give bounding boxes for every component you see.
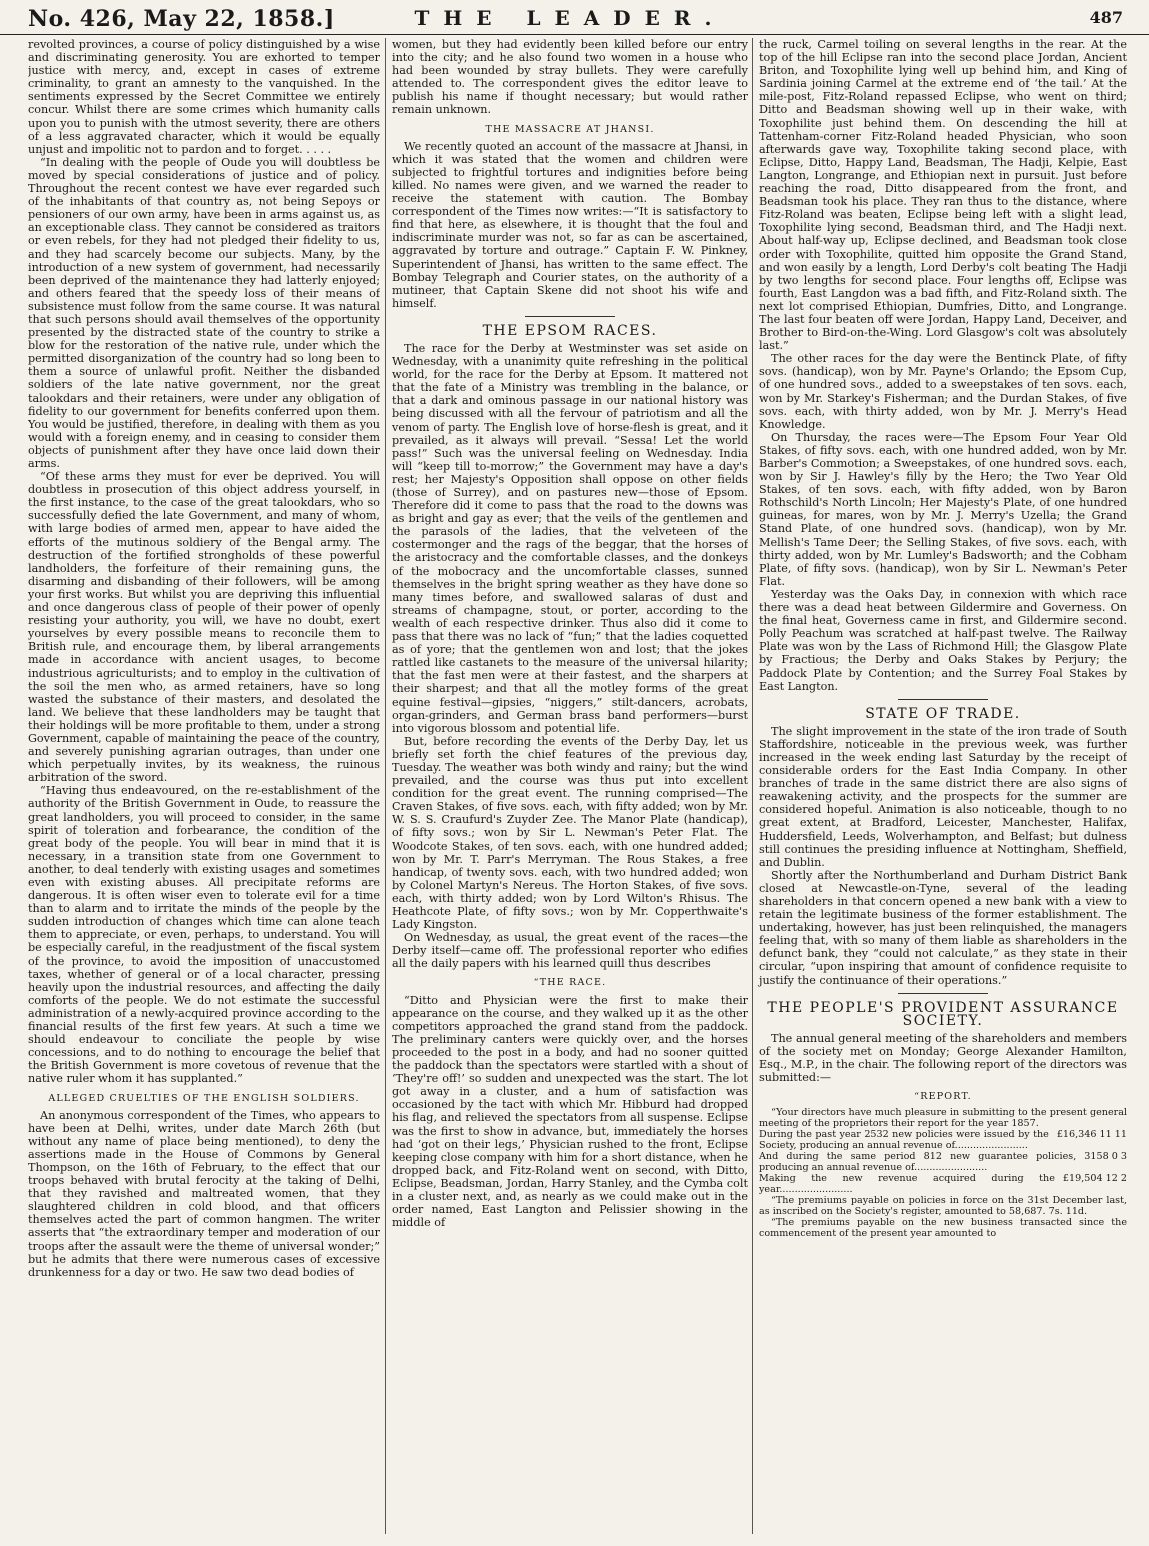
report-row [759, 1173, 1127, 1195]
paragraph: “Having thus endeavoured, on the re-establishment of the authority of the British Government in Oude, to reassure the great landholders, you will proceed to consider, in the same spirit of toleration and forbearance, the condition of the great body of the people. You will bear in mind that it is necessary, in a transition state from one Government to another, to deal tenderly with existing usages and sometimes even with existing abuses. All precipitate reforms are dangerous. It is often wiser even to tolerate evil for a time than to alarm and to irritate the minds of the people by the sudden introduction of changes which time can alone teach them to appreciate, or even, perhaps, to understand. You will be especially careful, in the readjustment of the fiscal system of the province, to avoid the imposition of unaccustomed taxes, whether of general or of a local character, pressing heavily upon the industrial resources, and affecting the daily comforts of the people. We do not estimate the successful administration of a newly-acquired province according to the financial results of the first few years. At such a time we should endeavour to conciliate the people by wise concessions, and to do nothing to encourage the belief that the British Government is more covetous of revenue that the native ruler whom it has supplanted.” [28, 784, 380, 1086]
report-paragraph: “The premiums payable on policies in force on the 31st December last, as inscribed on the Society's register, amounted to 58,687. 7s. 11d. [759, 1195, 1127, 1218]
column-2 [385, 38, 748, 1534]
section-heading: STATE OF TRADE. [865, 705, 1021, 722]
report-row-label: During the past year 2532 new policies were issued by the Society, producing an annual revenue of........................ [759, 1129, 1049, 1152]
paragraph: On Thursday, the races were—The Epsom Four Year Old Stakes, of fifty sovs. each, with one hundred added, won by Mr. Barber's Commotion; a Sweepstakes, of one hundred sovs. each, won by Sir J. Hawley's filly by the Hero; the Two Year Old Stakes, of ten sovs. each, with fifty added, won by Baron Rothschild's North Lincoln; Her Majesty's Plate, of one hundred guineas, for mares, won by Mr. J. Merry's Uzella; the Grand Stand Plate, of one hundred sovs. (handicap), won by Mr. Mellish's Tame Deer; the Selling Stakes, of five sovs. each, with thirty added, won by Mr. Lumley's Badsworth; and the Cobham Plate, of fifty sovs. (handicap), won by Sir L. Newman's Peter Flat. [759, 430, 1127, 588]
paragraph: the ruck, Carmel toiling on several lengths in the rear. At the top of the hill Eclipse ran into the second place Jordan, Ancient Briton, and Toxophilite lying well up behind him, and King of Sardinia joining Carmel at the extreme end of ‘the tail.’ At the mile-post, Fitz-Roland repassed Eclipse, who went on third; Ditto and Beadsman showing well up in their wake, with Toxophilite just behind them. On descending the hill at Tattenham-corner Fitz-Roland headed Physician, who soon afterwards gave way, Toxophilite taking second place, with Eclipse, Ditto, Happy Land, Beadsman, The Hadji, Kelpie, East Langton, Longrange, and Ethiopian next in pursuit. Just before reaching the road, Ditto disappeared from the front, and Beadsman took his place. They ran thus to the distance, where Fitz-Roland was beaten, Eclipse being left with a slight lead, Toxophilite lying second, Beadsman third, and The Hadji next. About half-way up, Eclipse declined, and Beadsman took close order with Toxophilite, quitted him opposite the Grand Stand, and won easily by a length, Lord Derby's colt beating The Hadji by two lengths for second place. Four lengths off, Eclipse was fourth, East Langdon was a bad fifth, and Fitz-Roland sixth. The next lot comprised Ethiopian, Dumfries, Ditto, and Longrange. The last four beaten off were Jordan, Happy Land, Deceiver, and Brother to Bird-on-the-Wing. Lord Glasgow's colt was absolutely last.” [759, 38, 1127, 353]
report-row [759, 1151, 1127, 1173]
column-1 [28, 38, 380, 1534]
paragraph: But, before recording the events of the Derby Day, let us briefly set forth the chief features of the previous day, Tuesday. The weather was both windy and rainy; but the wind prevailed, and the course was thus put into excellent condition for the great event. The running comprised—The Craven Stakes, of five sovs. each, with fifty added; won by Mr. W. S. S. Craufurd's Zuyder Zee. The Manor Plate (handicap), of fifty sovs.; won by Sir L. Newman's Peter Flat. The Woodcote Stakes, of ten sovs. each, with one hundred added; won by Mr. T. Parr's Merryman. The Rous Stakes, a free handicap, of twenty sovs. each, with two hundred added; won by Colonel Martyn's Nereus. The Horton Stakes, of five sovs. each, with thirty added; won by Lord Wilton's Rhisus. The Heathcote Plate, of fifty sovs.; won by Mr. Copperthwaite's Lady Kingston. [392, 734, 748, 932]
paragraph: women, but they had evidently been killed before our entry into the city; and he also found two women in a house who had been wounded by stray bullets. They were carefully attended to. The correspondent gives the editor leave to publish his name if thought necessary; but would rather remain unknown. [392, 38, 748, 117]
report-row-label: And during the same period 812 new guarantee policies, producing an annual revenue of........................ [759, 1151, 1077, 1174]
report-row-label: Making the new revenue acquired during the year........................ [759, 1173, 1055, 1196]
report-intro: “Your directors have much pleasure in submitting to the present general meeting of the proprietors their report for the year 1857. [759, 1107, 1127, 1130]
page-number: 487 [1089, 8, 1123, 27]
report-row-amount: 3158 0 3 [1084, 1151, 1127, 1163]
report-row-amount: £16,346 11 11 [1056, 1129, 1127, 1141]
report-paragraph: “The premiums payable on the new business transacted since the commencement of the present year amounted to [759, 1217, 1127, 1240]
paragraph: The slight improvement in the state of the iron trade of South Staffordshire, noticeable in the previous week, was further increased in the week ending last Saturday by the receipt of considerable orders for the East India Company. In other branches of trade in the same district there are also signs of reawakening activity, and the prospects for the summer are considered hopeful. Animation is also noticeable, though to no great extent, at Bradford, Leicester, Manchester, Halifax, Huddersfield, Leeds, Wolverhampton, and Belfast; but dulness still continues the presiding influence at Nottingham, Sheffield, and Dublin. [759, 724, 1127, 869]
masthead [0, 0, 1149, 35]
paragraph: “Of these arms they must for ever be deprived. You will doubtless in prosecution of this object address yourself, in the first instance, to the case of the great talookdars, who so successfully defied the late Government, and many of whom, with large bodies of armed men, appear to have aided the efforts of the mutinous soldiery of the Bengal army. The destruction of the fortified strongholds of these powerful landholders, the forfeiture of their remaining guns, the disarming and disbanding of their followers, will be among your first works. But whilst you are depriving this influential and once dangerous class of people of their power of openly resisting your authority, you will, we have no doubt, exert yourselves by every possible means to reconcile them to British rule, and encourage them, by liberal arrangements made in accordance with ancient usages, to become industrious agriculturists; and to employ in the cultivation of the soil the men who, as armed retainers, have so long wasted the substance of their masters, and desolated the land. We believe that these landholders may be taught that their holdings will be more profitable to them, under a strong Government, capable of maintaining the peace of the country, and severely punishing agrarian outrages, than under one which perpetually invites, by its weakness, the ruinous arbitration of the sword. [28, 470, 380, 785]
paragraph: An anonymous correspondent of the Times, who appears to have been at Delhi, writes, under date March 26th (but without any name of place being mentioned), to deny the assertions made in the House of Commons by General Thompson, on the 16th of February, to the effect that our troops behaved with brutal ferocity at the taking of Delhi, that they ravished and maltreated women, that they slaughtered children in cold blood, and that officers themselves acted the part of common hangmen. The writer asserts that “the extraordinary temper and moderation of our troops after the assault were the theme of universal wonder;” but he admits that there were numerous cases of excessive drunkenness for a day or two. He saw two dead bodies of [28, 1108, 380, 1279]
paragraph: “In dealing with the people of Oude you will doubtless be moved by special considerations of justice and of policy. Throughout the recent contest we have ever regarded such of the inhabitants of that country as, not being Sepoys or pensioners of our own army, have been in arms against us, as an exceptionable class. They cannot be considered as traitors or even rebels, for they had not pledged their fidelity to us, and they had scarcely become our subjects. Many, by the introduction of a new system of government, had necessarily been deprived of the maintenance they had latterly enjoyed; and others feared that the speedy loss of their means of subsistence must follow from the same course. It was natural that such persons should avail themselves of the opportunity presented by the distracted state of the country to strike a blow for the restoration of the native rule, under which the permitted disorganization of the country had so long been to them a source of unlawful profit. Neither the disbanded soldiers of the late native government, nor the great talookdars and their retainers, were under any obligation of fidelity to our government for benefits conferred upon them. You would be justified, therefore, in dealing with them as you would with a foreign enemy, and in ceasing to consider them objects of punishment after they have once laid down their arms. [28, 155, 380, 470]
paragraph: On Wednesday, as usual, the great event of the races—the Derby itself—came off. The professional reporter who edifies all the daily papers with his learned quill thus describes [392, 931, 748, 971]
paragraph: “Ditto and Physician were the first to make their appearance on the course, and they walked up it as the other competitors approached the grand stand from the paddock. The preliminary canters were quickly over, and the horses proceeded to the post in a body, and had no sooner quitted the paddock than the spectators were startled with a shout of ‘They're off!’ so sudden and unexpected was the start. The lot got away in a cluster, and a hum of satisfaction was occasioned by the tact with which Mr. Hibburd had dropped his flag, and relieved the spectators from all suspense. Eclipse was the first to show in advance, but, immediately the horses had ‘got on their legs,’ Physician rushed to the front, Eclipse keeping close company with him for a short distance, when he dropped back, and Fitz-Roland went on second, with Ditto, Eclipse, Beadsman, Jordan, Harry Stanley, and the Cymba colt in a cluster next, and, as nearly as we could make out in the order named, East Langton and Pelissier showing in the middle of [392, 993, 748, 1230]
paragraph: We recently quoted an account of the massacre at Jhansi, in which it was stated that the women and children were subjected to frightful tortures and indignities before being killed. No names were given, and we warned the reader to receive the statement with caution. The Bombay correspondent of the Times now writes:—“It is satisfactory to find that here, as elsewhere, it is thought that the foul and indiscriminate murder was not, so far as can be ascertained, aggravated by torture and outrage.” Captain F. W. Pinkney, Superintendent of Jhansi, has written to the same effect. The Bombay Telegraph and Courier states, on the authority of a mutineer, that Captain Skene did not shoot his wife and himself. [392, 139, 748, 310]
paragraph: The race for the Derby at Westminster was set aside on Wednesday, with a unanimity quite refreshing in the political world, for the race for the Derby at Epsom. It mattered not that the fate of a Ministry was trembling in the balance, or that a dark and ominous passage in our national history was being discussed with all the fervour of patriotism and all the venom of party. The English love of horse-flesh is great, and it prevailed, as it always will prevail. “Sessa! Let the world pass!” Such was the universal feeling on Wednesday. India will “keep till to-morrow;” the Government may have a day's rest; her Majesty's Opposition shall oppose on other fields (those of Surrey), and on pastures new—those of Epsom. Therefore did it come to pass that the road to the downs was as bright and gay as ever; that the veils of the gentlemen and the parasols of the ladies, that the velveteen of the costermonger and the rags of the beggar, that the horses of the aristocracy and the comfortable classes, and the donkeys of the mobocracy and the uncomfortable classes, sunned themselves in the bright spring weather as they have done so many times before, and swallowed salaras of dust and streams of champagne, stout, or porter, according to the wealth of each respective drinker. Thus also did it come to pass that there was no lack of “fun;” that the ladies coquetted as of yore; that the gentlemen won and lost; that the jokes rattled like castanets to the measure of the universal hilarity; that the fast men were at their fastest, and the sharpers at their sharpest; and that all the motley forms of the great equine festival—gipsies, “niggers,” stilt-dancers, acrobats, organ-grinders, and German brass band performers—burst into vigorous blossom and potential life. [392, 341, 748, 735]
divider [898, 993, 988, 994]
section-subhead: THE MASSACRE AT JHANSI. [485, 123, 655, 135]
column-3 [752, 38, 1127, 1534]
section-heading: THE EPSOM RACES. [482, 322, 658, 339]
section-subhead: ALLEGED CRUELTIES OF THE ENGLISH SOLDIERS. [48, 1092, 360, 1104]
report-row [759, 1129, 1127, 1151]
paragraph: Shortly after the Northumberland and Durham District Bank closed at Newcastle-on-Tyne, several of the leading shareholders in that concern opened a new bank with a view to retain the legitimate business of the former establishment. The undertaking, however, has just been relinquished, the managers feeling that, with so many of them liable as shareholders in the defunct bank, they “could not calculate,” as they state in their circular, “upon inspiring that amount of confidence requisite to justify the continuance of their operations.” [759, 868, 1127, 987]
report-title: “REPORT. [914, 1091, 972, 1103]
paragraph: revolted provinces, a course of policy distinguished by a wise and discriminating generosity. You are exhorted to temper justice with mercy, and, except in cases of extreme criminality, to grant an amnesty to the vanquished. In the sentiments expressed by the Secret Committee we entirely concur. Whilst there are some crimes which humanity calls upon you to punish with the utmost severity, there are others of a less aggravated character, which it would be equally unjust and impolitic not to pardon and to forget. . . . . [28, 38, 380, 156]
section-heading: THE PEOPLE'S PROVIDENT ASSURANCE SOCIETY. [767, 999, 1119, 1029]
issue-number: No. 426, May 22, 1858.] [28, 6, 335, 32]
newspaper-title: THE LEADER. [414, 6, 726, 30]
section-subhead: “THE RACE. [533, 977, 607, 989]
report-row-amount: £19,504 12 2 [1062, 1173, 1127, 1185]
paragraph: Yesterday was the Oaks Day, in connexion with which race there was a dead heat between Gildermire and Governess. On the final heat, Governess came in first, and Gildermire second. Polly Peachum was scratched at half-past twelve. The Railway Plate was won by the Lass of Richmond Hill; the Glasgow Plate by Fractious; the Derby and Oaks Stakes by Perjury; the Paddock Plate by Contention; and the Surrey Foal Stakes by East Langton. [759, 587, 1127, 693]
paragraph: The other races for the day were the Bentinck Plate, of fifty sovs. (handicap), won by Mr. Payne's Orlando; the Epsom Cup, of one hundred sovs., added to a sweepstakes of ten sovs. each, won by Mr. Starkey's Fisherman; and the Durdan Stakes, of five sovs. each, with thirty added, won by Mr. J. Merry's Head Knowledge. [759, 352, 1127, 431]
divider [525, 316, 615, 317]
divider [898, 699, 988, 700]
paragraph: The annual general meeting of the shareholders and members of the society met on Monday; George Alexander Hamilton, Esq., M.P., in the chair. The following report of the directors was submitted:— [759, 1031, 1127, 1085]
